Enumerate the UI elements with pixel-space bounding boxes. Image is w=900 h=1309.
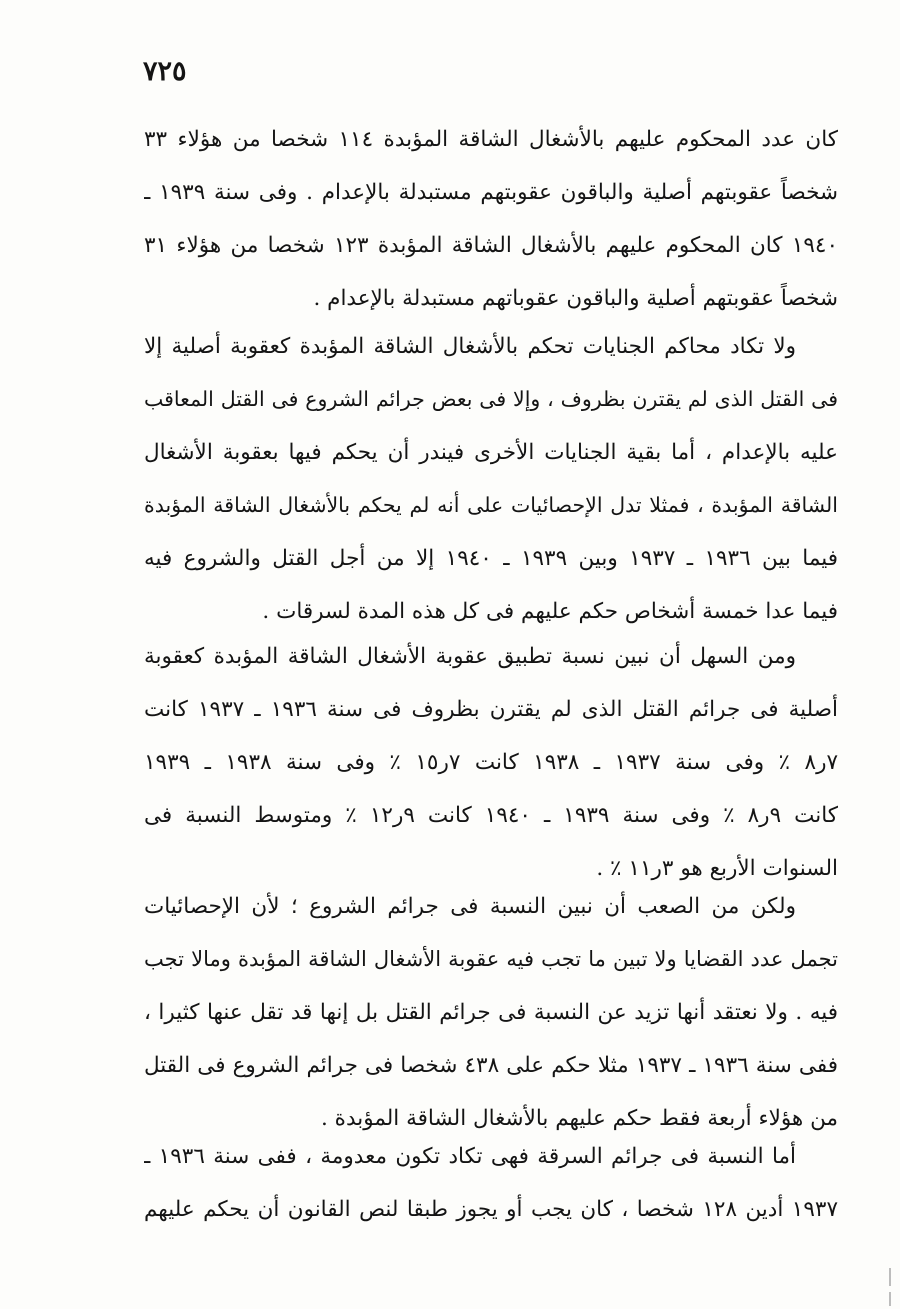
text-line: من هؤلاء أربعة فقط حكم عليهم بالأشغال الشاقة المؤبدة .	[321, 1106, 838, 1131]
text-line: أصلية فى جرائم القتل الذى لم يقترن بظروف فى سنة ١٩٣٦ ـ ١٩٣٧ كانت	[144, 697, 838, 722]
text-line: أما النسبة فى جرائم السرقة فهى تكاد تكون معدومة ، ففى سنة ١٩٣٦ ـ	[144, 1144, 796, 1169]
paragraph-5	[144, 1130, 838, 1236]
text-line: ٧ر٨ ٪ وفى سنة ١٩٣٧ ـ ١٩٣٨ كانت ٧ر١٥ ٪ وفى سنة ١٩٣٨ ـ ١٩٣٩	[144, 750, 838, 775]
text-line: فيه . ولا نعتقد أنها تزيد عن النسبة فى جرائم القتل بل إنها قد تقل عنها كثيرا ،	[144, 1000, 838, 1025]
paragraph-4	[144, 880, 838, 1145]
text-line: السنوات الأربع هو ٣ر١١ ٪ .	[596, 856, 838, 881]
text-line: فيما بين ١٩٣٦ ـ ١٩٣٧ وبين ١٩٣٩ ـ ١٩٤٠ إلا من أجل القتل والشروع فيه	[144, 546, 838, 571]
scan-edge-mark	[889, 1292, 891, 1306]
paragraph-3	[144, 630, 838, 895]
scan-edge-mark	[889, 1268, 891, 1286]
text-line: تجمل عدد القضايا ولا تبين ما تجب فيه عقوبة الأشغال الشاقة المؤبدة ومالا تجب	[144, 947, 838, 971]
text-line: ففى سنة ١٩٣٦ ـ ١٩٣٧ مثلا حكم على ٤٣٨ شخصا فى جرائم الشروع فى القتل	[144, 1053, 838, 1078]
paragraph-1	[144, 113, 838, 325]
text-line: عليه بالإعدام ، أما بقية الجنايات الأخرى فيندر أن يحكم فيها بعقوبة الأشغال	[144, 440, 838, 465]
text-line: كان عدد المحكوم عليهم بالأشغال الشاقة المؤبدة ١١٤ شخصا من هؤلاء ٣٣	[144, 127, 838, 152]
text-line: كانت ٩ر٨ ٪ وفى سنة ١٩٣٩ ـ ١٩٤٠ كانت ٩ر١٢ ٪ ومتوسط النسبة فى	[144, 803, 838, 828]
text-line: ولكن من الصعب أن نبين النسبة فى جرائم الشروع ؛ لأن الإحصائيات	[144, 894, 796, 919]
text-line: الشاقة المؤبدة ، فمثلا تدل الإحصائيات على أنه لم يحكم بالأشغال الشاقة المؤبدة	[144, 493, 838, 517]
text-line: شخصاً عقوبتهم أصلية والباقون عقوباتهم مستبدلة بالإعدام .	[313, 286, 838, 311]
text-line: ومن السهل أن نبين نسبة تطبيق عقوبة الأشغال الشاقة المؤبدة كعقوبة	[144, 644, 796, 669]
text-line: فى القتل الذى لم يقترن بظروف ، وإلا فى بعض جرائم الشروع فى القتل المعاقب	[144, 387, 838, 411]
text-line: ولا تكاد محاكم الجنايات تحكم بالأشغال الشاقة المؤبدة كعقوبة أصلية إلا	[144, 334, 796, 359]
paragraph-2	[144, 320, 838, 638]
text-line: ١٩٣٧ أدين ١٢٨ شخصا ، كان يجب أو يجوز طبقا لنص القانون أن يحكم عليهم	[144, 1197, 838, 1222]
page-number: ٧٢٥	[143, 56, 187, 87]
text-line: شخصاً عقوبتهم أصلية والباقون عقوبتهم مستبدلة بالإعدام . وفى سنة ١٩٣٩ ـ	[144, 180, 838, 205]
text-line: فيما عدا خمسة أشخاص حكم عليهم فى كل هذه المدة لسرقات .	[262, 599, 838, 624]
text-line: ١٩٤٠ كان المحكوم عليهم بالأشغال الشاقة المؤبدة ١٢٣ شخصا من هؤلاء ٣١	[144, 233, 838, 258]
